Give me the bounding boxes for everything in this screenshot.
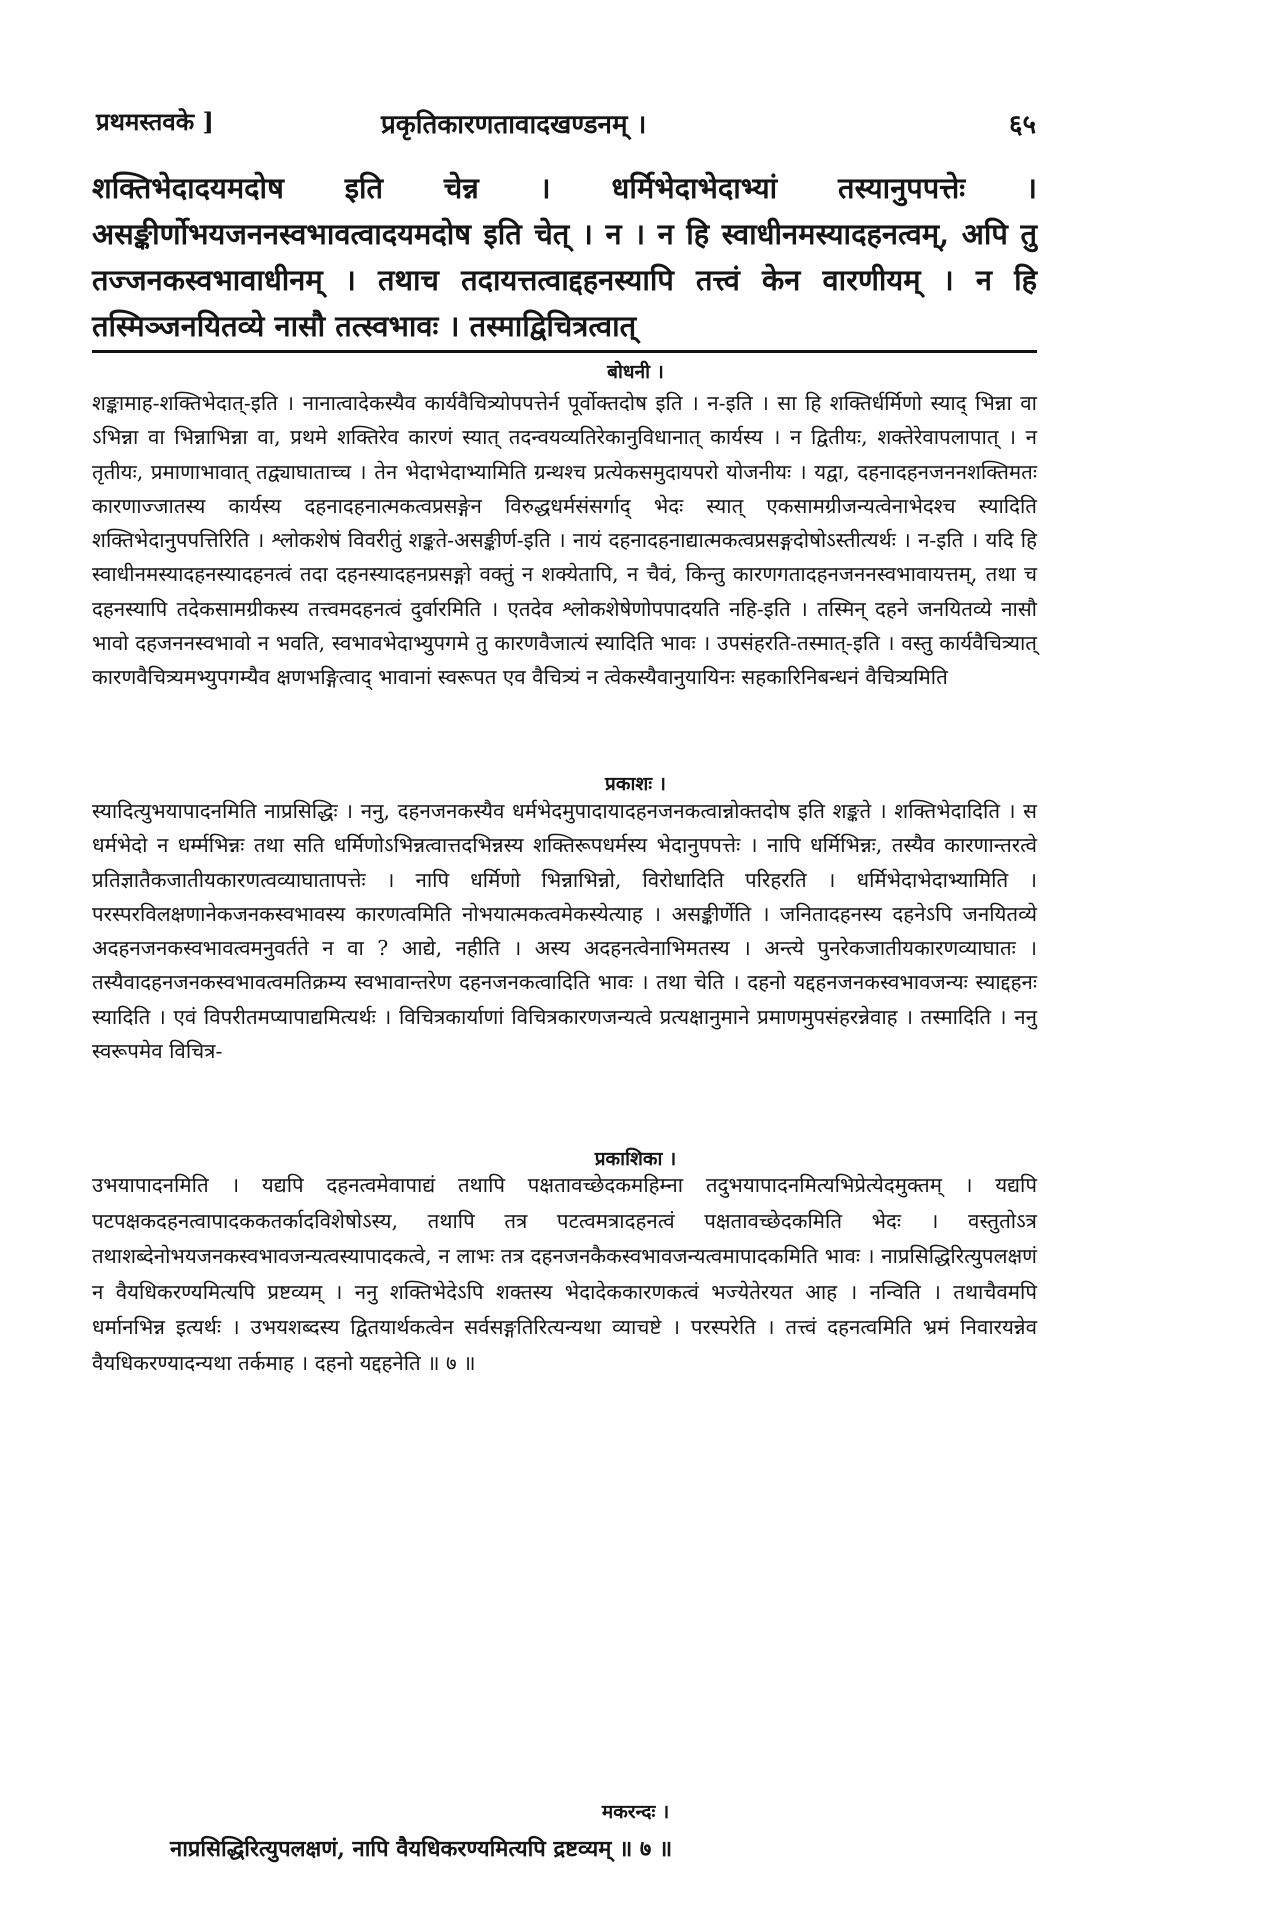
- prakasha-text: स्यादित्युभयापादनमिति नाप्रसिद्धिः । ननु, दहनजनकस्यैव धर्मभेदमुपादायादहनजनकत्वान्नोक्तदोष इति शङ्कते । शक्तिभेदादिति । स धर्मभेदो न धर्म्मभिन्नः तथा सति धर्मिणोऽभिन्नत्वात्तदभिन्नस्य शक्तिरूपधर्मस्य भेदानुपपत्तेः । नापि धर्मिभिन्नः, तस्यैव कारणान्तरत्वे प्रतिज्ञातैकजातीयकारणत्वव्याघातापत्तेः । नापि धर्मिणो भिन्नाभिन्नो, विरोधादिति परिहरति । धर्मिभेदाभेदाभ्यामिति । परस्परविलक्षणानेकजनकस्वभावस्य कारणत्वमिति नोभयात्मकत्वमेकस्येत्याह । असङ्कीर्णेति । जनितादहनस्य दहनेऽपि जनयितव्ये अदहनजनकस्वभावत्वमनुवर्तते न वा ? आद्ये, नहीति । अस्य अदहनत्वेनाभिमतस्य । अन्त्ये पुनरेकजातीयकारणव्याघातः । तस्यैवादहनजनकस्वभावत्वमतिक्रम्य स्वभावान्तरेण दहनजनकत्वादिति भावः । तथा चेति । दहनो यद्दहनजनकस्वभावजन्यः स्याद्दहनः स्यादिति । एवं विपरीतमप्यापाद्यमित्यर्थः । विचित्रकार्याणां विचित्रकारणजन्यत्वे प्रत्यक्षानुमाने प्रमाणमुपसंहरन्नेवाह । तस्मादिति । ननु स्वरूपमेव विचित्र-: [92, 799, 1037, 1064]
- chapter-label: प्रथमस्तवके ]: [96, 107, 214, 136]
- prakasha-title: प्रकाशः ।: [605, 773, 666, 795]
- page-header: [96, 105, 1036, 145]
- bodhani-title: बोधनी ।: [607, 361, 664, 383]
- page-number: ६५: [1008, 110, 1036, 140]
- horizontal-rule: [92, 350, 1037, 353]
- running-title: प्रकृतिकारणतावादखण्डनम् ।: [381, 110, 647, 140]
- makaranda-text: नाप्रसिद्धिरित्युपलक्षणं, नापि वैयधिकरण्यमित्यपि द्रष्टव्यम् ॥ ७ ॥: [170, 1836, 673, 1862]
- prakashika-title: प्रकाशिका ।: [594, 1148, 677, 1170]
- makaranda-title: मकरन्दः ।: [601, 1801, 670, 1823]
- prakashika-text: उभयापादनमिति । यद्यपि दहनत्वमेवापाद्यं तथापि पक्षतावच्छेदकमहिम्ना तदुभयापादनमित्यभिप्रेत्येदमुक्तम् । यद्यपि पटपक्षकदहनत्वापादककतर्कादविशेषोऽस्य, तथापि तत्र पटत्वमत्रादहनत्वं पक्षतावच्छेदकमिति भेदः । वस्तुतोऽत्र तथाशब्देनोभयजनकस्वभावजन्यत्वस्यापादकत्वे, न लाभः तत्र दहनजनकैकस्वभावजन्यत्वमापादकमिति भावः । नाप्रसिद्धिरित्युपलक्षणं न वैयधिकरण्यमित्यपि प्रष्टव्यम् । ननु शक्तिभेदेऽपि शक्तस्य भेदादेककारणकत्वं भज्येतेरयत आह । नन्विति । तथाचैवमपि धर्मानभिन्न इत्यर्थः । उभयशब्दस्य द्वितयार्थकत्वेन सर्वसङ्गतिरित्यन्यथा व्याचष्टे । परस्परेति । तत्त्वं दहनत्वमिति भ्रमं निवारयन्नेव वैयधिकरण्यादन्यथा तर्कमाह । दहनो यद्दहनेति ॥ ७ ॥: [92, 1173, 1037, 1375]
- main-verse-text: शक्तिभेदादयमदोष इति चेन्न । धर्मिभेदाभेदाभ्यां तस्यानुपपत्तेः । असङ्कीर्णोभयजननस्वभावत्वादयमदोष इति चेत् । न । न हि स्वाधीनमस्यादहनत्वम्, अपि तु तज्जनकस्वभावाधीनम् । तथाच तदायत्तत्वाद्दहनस्यापि तत्त्वं केन वारणीयम् । न हि तस्मिञ्जनयितव्ये नासौ तत्स्वभावः । तस्माद्विचित्रत्वात्: [92, 171, 1037, 343]
- bodhani-text: शङ्कामाह-शक्तिभेदात्-इति । नानात्वादेकस्यैव कार्यवैचित्र्योपपत्तेर्न पूर्वोक्तदोष इति । न-इति । सा हि शक्तिर्धर्मिणो स्याद् भिन्ना वा ऽभिन्ना वा भिन्नाभिन्ना वा, प्रथमे शक्तिरेव कारणं स्यात् तदन्वयव्यतिरेकानुविधानात् कार्यस्य । न द्वितीयः, शक्तेरेवापलापात् । न तृतीयः, प्रमाणाभावात् तद्व्याघाताच्च । तेन भेदाभेदाभ्यामिति ग्रन्थश्च प्रत्येकसमुदायपरो योजनीयः । यद्वा, दहनादहनजननशक्तिमतः कारणाज्जातस्य कार्यस्य दहनादहनात्मकत्वप्रसङ्गेन विरुद्धधर्मसंसर्गाद् भेदः स्यात् एकसामग्रीजन्यत्वेनाभेदश्च स्यादिति शक्तिभेदानुपपत्तिरिति । श्लोकशेषं विवरीतुं शङ्कते-असङ्कीर्ण-इति । नायं दहनादहनाद्यात्मकत्वप्रसङ्गदोषोऽस्तीत्यर्थः । न-इति । यदि हि स्वाधीनमस्यादहनस्यादहनत्वं तदा दहनस्यादहनप्रसङ्गो वक्तुं न शक्येतापि, न चैवं, किन्तु कारणगतादहनजननस्वभावायत्तम्, तथा च दहनस्यापि तदेकसामग्रीकस्य तत्त्वमदहनत्वं दुर्वारमिति । एतदेव श्लोकशेषेणोपपादयति नहि-इति । तस्मिन् दहने जनयितव्ये नासौ भावो दहजननस्वभावो न भवति, स्वभावभेदाभ्युपगमे तु कारणवैजात्यं स्यादिति भावः । उपसंहरति-तस्मात्-इति । वस्तु कार्यवैचित्र्यात् कारणवैचित्र्यमभ्युपगम्यैव क्षणभङ्गित्वाद् भावानां स्वरूपत एव वैचित्र्यं न त्वेकस्यैवानुयायिनः सहकारिनिबन्धनं वैचित्र्यमिति: [92, 391, 1037, 690]
